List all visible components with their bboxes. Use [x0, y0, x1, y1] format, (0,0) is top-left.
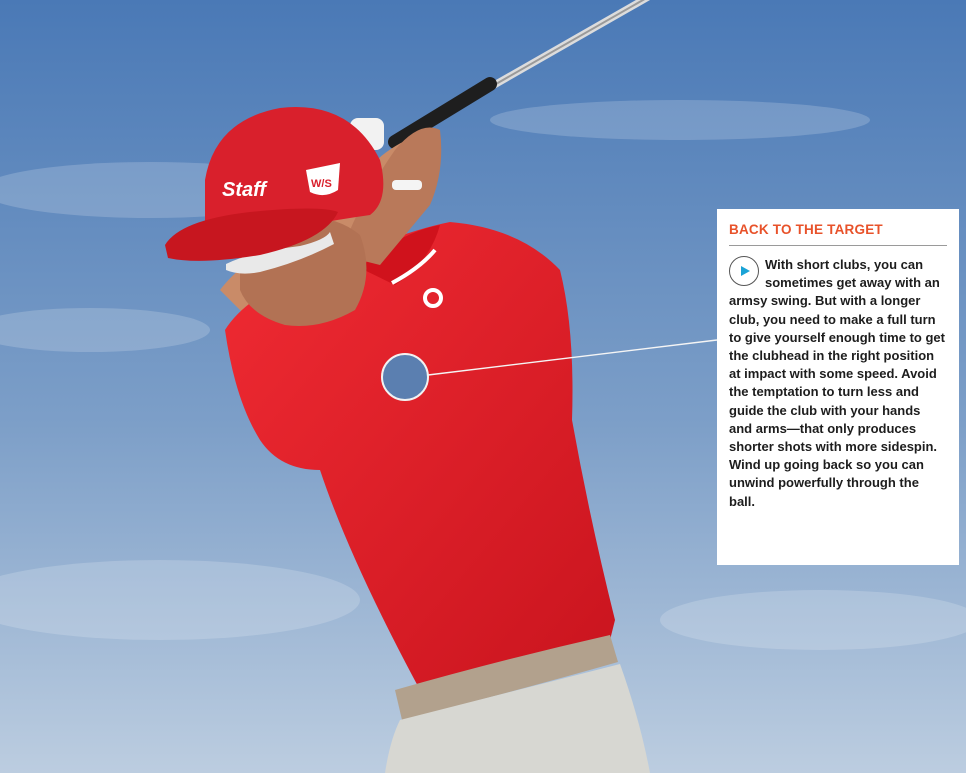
sidebar-body-text: With short clubs, you can sometimes get away with an armsy swing. But with a longer club, you need to make a full turn to give yourself enough time to get the clubhead in the right position at impact with some speed. Avoid the temptation to turn less and guide the club with your hands and arms—that only produces shorter shots with more sidespin. Wind up going back so you can unwind powerfully through the ball.: [729, 257, 945, 509]
tip-sidebar: [717, 209, 959, 565]
hat-logo-text: W/S: [311, 178, 332, 190]
wrist-band: [392, 180, 422, 190]
callout-dot: [382, 354, 428, 400]
sidebar-body-container: [729, 256, 947, 511]
sidebar-title: BACK TO THE TARGET: [729, 222, 947, 246]
play-arrow-icon: [729, 256, 759, 286]
hat-text: Staff: [222, 179, 267, 201]
